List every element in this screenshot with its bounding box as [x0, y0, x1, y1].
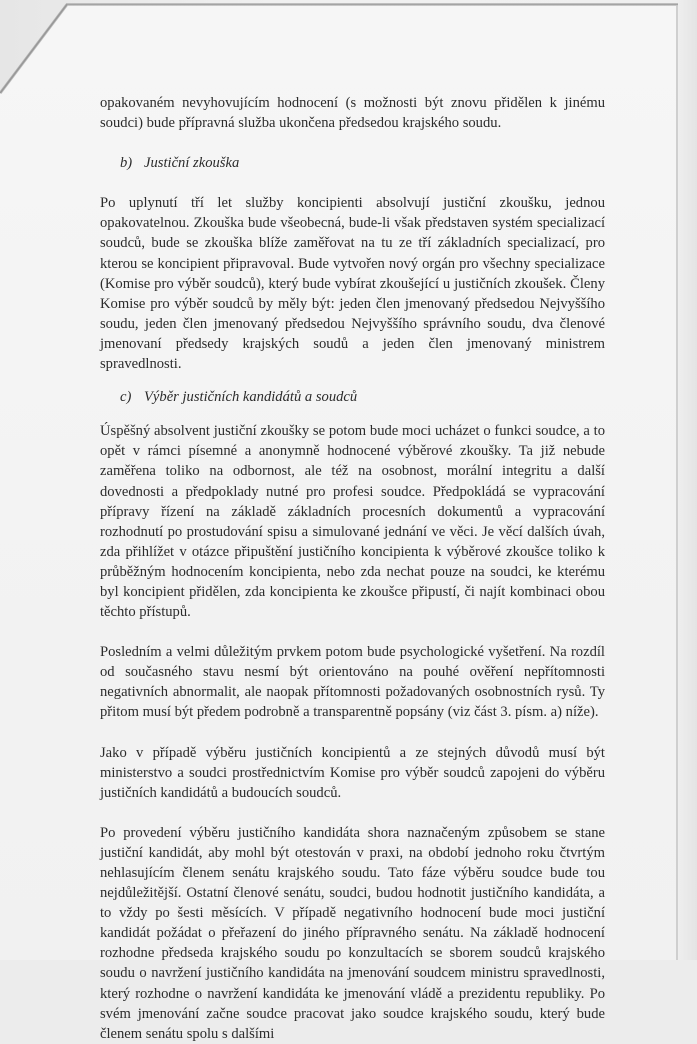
section-title: Výběr justičních kandidátů a soudců [144, 389, 358, 406]
paper-top-edge [66, 3, 678, 6]
section-marker: b) [120, 155, 133, 172]
paragraph: Posledním a velmi důležitým prvkem potom bude psychologické vyšetření. Na rozdíl od současného stavu nesmí být orientováno na pouhé ověření nepřítomnosti negativních abnormalit, ale naopak přítomnosti požadovaných osobnostních rysů. Ty přitom musí být předem podrobně a transparentně popsány (viz část 3. písm. a) níže). [100, 644, 605, 721]
paragraph: Po uplynutí tří let služby koncipienti absolvují justiční zkoušku, jednou opakovatelnou. Zkouška bude všeobecná, bude-li však představen systém specializací soudců, bude se zkouška blíže zaměřovat na tu ze tří základních specializací, pro kterou se koncipient připravoval. Bude vytvořen nový orgán pro všechny specializace (Komise pro výběr soudců), který bude vybírat zkoušející u justičních zkoušek. Členy Komise pro výběr soudců by měly být: jeden člen jmenovaný předsedou Nejvyššího soudu, jeden člen jmenovaný předsedou Nejvyššího správního soudu, dva členové jmenovaní předsedy krajských soudů a jeden člen jmenovaný ministrem spravedlnosti. [100, 195, 605, 373]
paper-right-edge [676, 5, 678, 960]
paragraph: Jako v případě výběru justičních koncipientů a ze stejných důvodů musí být ministerstvo a soudci prostřednictvím Komise pro výběr soudců zapojeni do výběru justičních kandidátů a budoucích soudců. [100, 744, 605, 801]
document-body [100, 93, 605, 1044]
paragraph-continuation: opakovaném nevyhovujícím hodnocení (s možnosti být znovu přidělen k jinému soudci) bude přípravná služba ukončena předsedou krajského soudu. [100, 95, 605, 132]
section-heading-b [120, 153, 605, 173]
section-title: Justiční zkouška [144, 155, 240, 172]
paragraph: Po provedení výběru justičního kandidáta shora naznačeným způsobem se stane justiční kandidát, aby mohl být otestován v praxi, na období jednoho roku čtvrtým nehlasujícím členem senátu krajského soudu. Tato fáze výběru soudce bude tou nejdůležitější. Ostatní členové senátu, soudci, budou hodnotit justičního kandidáta, a to vždy po šesti měsících. V případě negativního hodnocení bude moci justiční kandidát požádat o přeřazení do jiného přípravného senátu. Na základě hodnocení rozhodne předseda krajského soudu po konzultacích se sborem soudců krajského soudu o navržení justičního kandidáta na jmenování soudcem ministru spravedlnosti, který rozhodne o navržení kandidáta ke jmenování vládě a prezidentu republiky. Po svém jmenování začne soudce pracovat jako soudce krajského soudu, který bude členem senátu spolu s dalšími [100, 824, 605, 1042]
paragraph: Úspěšný absolvent justiční zkoušky se potom bude moci ucházet o funkci soudce, a to opět v rámci písemné a anonymně hodnocené výběrové zkoušky. Ta již nebude zaměřena toliko na odbornost, ale též na osobnost, morální integritu a další dovednosti a předpoklady nutné pro profesi soudce. Předpokládá se vypracování přípravy řízení na základě základních procesních dokumentů a vypracování rozhodnutí po prostudování spisu a simulované jednání ve věci. Je věcí dalších úvah, zda přihlížet v otázce připuštění justičního koncipienta k výběrové zkoušce toliko k průběžným hodnocením koncipienta, nebo zda nechat pouze na soudci, ke kterému byl koncipient přidělen, zda koncipienta ke zkoušce připustí, či najít kombinaci obou těchto přístupů. [100, 423, 605, 621]
section-marker: c) [120, 389, 132, 406]
section-heading-c [120, 387, 605, 407]
